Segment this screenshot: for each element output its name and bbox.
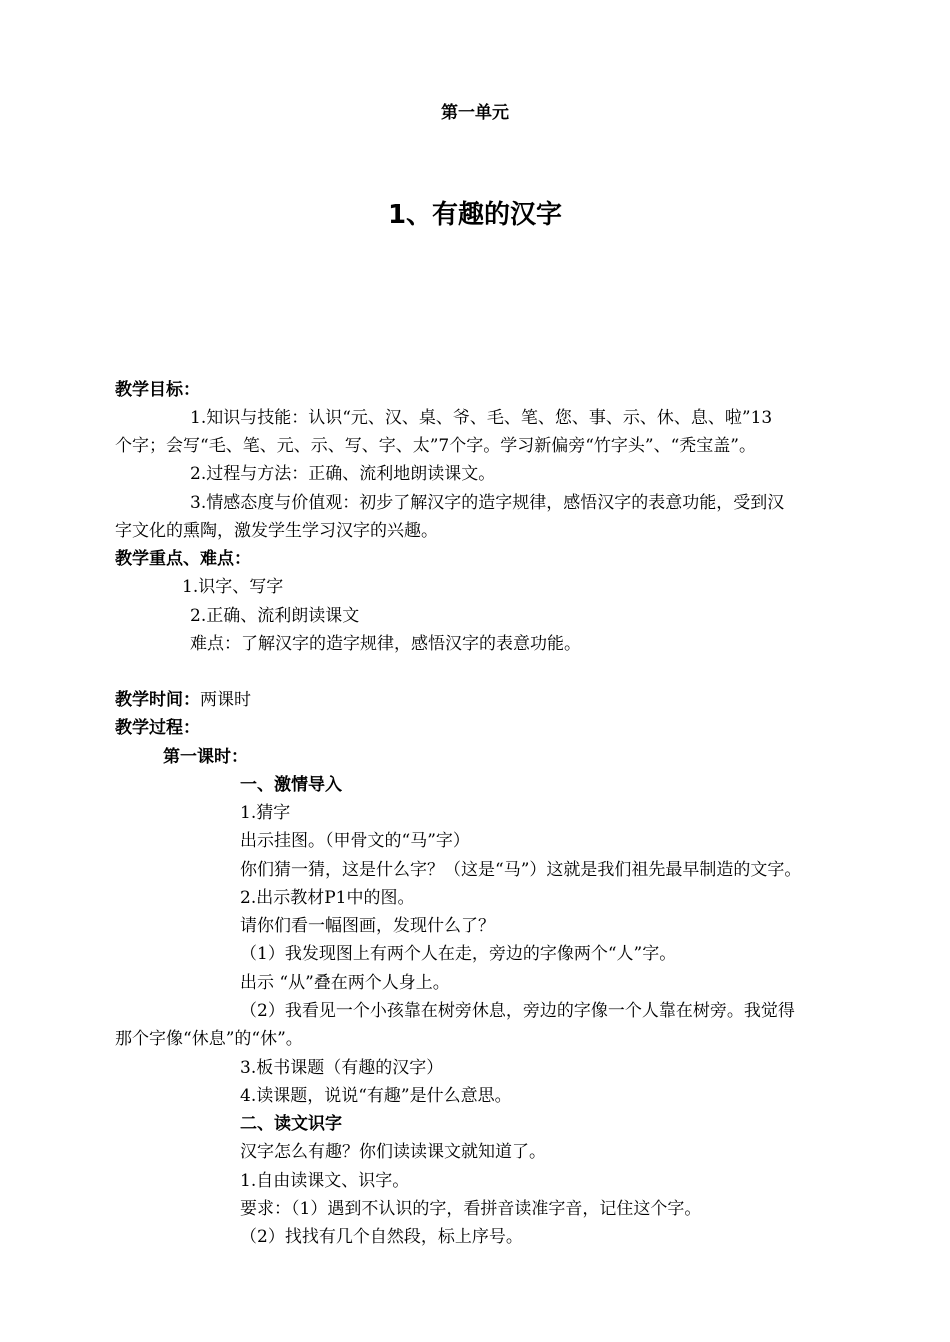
key-points-heading: 教学重点、难点： [115, 549, 251, 569]
goal-knowledge-line1: 1.知识与技能：认识“元、汉、桌、爷、毛、笔、您、事、示、休、息、啦”13 [190, 408, 773, 428]
unit-title: 第一单元 [441, 103, 509, 123]
s1-find2-line1: （2）我看见一个小孩靠在树旁休息，旁边的字像一个人靠在树旁。我觉得 [240, 1001, 795, 1021]
lesson1-heading: 第一课时： [163, 747, 248, 767]
s1-show: 出示挂图。（甲骨文的“马”字） [240, 831, 470, 851]
key-point-2: 2.正确、流利朗读课文 [190, 606, 360, 626]
difficulty: 难点：了解汉字的造字规律，感悟汉字的表意功能。 [190, 634, 581, 654]
s1-item3: 3.板书课题（有趣的汉字） [240, 1058, 444, 1078]
s2-item1: 1.自由读课文、识字。 [240, 1171, 410, 1191]
s1-guess: 你们猜一猜，这是什么字？（这是“马”）这就是我们祖先最早制造的文字。 [240, 860, 802, 880]
section2-title: 二、读文识字 [240, 1114, 342, 1134]
goal-process: 2.过程与方法：正确、流利地朗读课文。 [190, 464, 496, 484]
lesson-title: 1、有趣的汉字 [387, 200, 563, 230]
teaching-time-label: 教学时间： [115, 690, 200, 710]
key-point-1: 1.识字、写字 [182, 577, 284, 597]
section1-title: 一、激情导入 [240, 775, 342, 795]
goal-emotion-line1: 3.情感态度与价值观：初步了解汉字的造字规律，感悟汉字的表意功能，受到汉 [190, 493, 785, 513]
s1-item4: 4.读课题，说说“有趣”是什么意思。 [240, 1086, 512, 1106]
s1-item2: 2.出示教材P1中的图。 [240, 888, 415, 908]
teaching-time [115, 688, 251, 712]
s1-find2-line2: 那个字像“休息”的“休”。 [115, 1029, 303, 1049]
s2-req2: （2）找找有几个自然段，标上序号。 [240, 1227, 523, 1247]
teaching-time-value: 两课时 [200, 690, 251, 710]
s1-look: 请你们看一幅图画，发现什么了？ [240, 916, 495, 936]
s1-item1: 1.猜字 [240, 803, 291, 823]
s1-show-cong: 出示 “从”叠在两个人身上。 [240, 973, 450, 993]
s1-find1: （1）我发现图上有两个人在走，旁边的字像两个“人”字。 [240, 944, 677, 964]
goal-knowledge-line2: 个字；会写“毛、笔、元、示、写、字、太”7个字。学习新偏旁“竹字头”、“秃宝盖”。 [115, 436, 756, 456]
s2-intro: 汉字怎么有趣？你们读读课文就知道了。 [240, 1142, 546, 1162]
s2-req1: 要求：（1）遇到不认识的字，看拼音读准字音，记住这个字。 [240, 1199, 702, 1219]
goal-emotion-line2: 字文化的熏陶，激发学生学习汉字的兴趣。 [115, 521, 438, 541]
goals-heading: 教学目标： [115, 380, 200, 400]
process-heading: 教学过程： [115, 718, 200, 738]
